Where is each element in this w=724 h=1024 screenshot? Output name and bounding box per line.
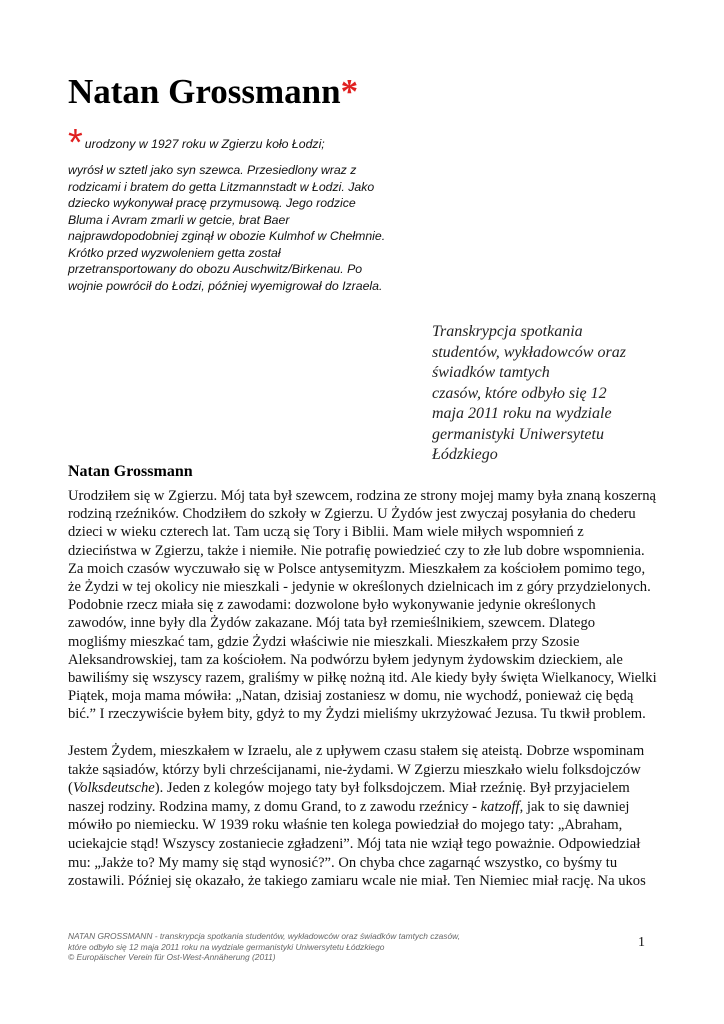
page-title (68, 70, 358, 114)
paragraph-line: że Żydzi w tej okolicy nie mieszkali - jedynie w określonych dzielnicach im z góry przydzielonych. (68, 579, 651, 596)
page-footer (68, 931, 518, 963)
intro-line: świadków tamtych (432, 364, 550, 381)
paragraph-line: rodziną rzeźników. Chodziłem do szkoły w Zgierzu. U Żydów jest zwyczaj posyłania do chederu (68, 506, 636, 523)
bio-text: wyrósł w sztetl jako syn szewca. Przesiedlony wraz z rodzicami i bratem do getta Litzmannstadt w Łodzi. Jako dziecko wykonywał pracę przymusową. Jego rodzice Bluma i Avram zmarli w getcie, brat Baer najprawdopodobniej zginął w obozie Kulmhof w Chełmnie. Krótko przed wyzwoleniem getta został przetransportowany do obozu Auschwitz/Birkenau. Po wojnie powrócił do Łodzi, później wyemigrował do Izraela. (68, 163, 386, 293)
paragraph-line: (Volksdeutsche). Jeden z kolegów mojego taty był folksdojczem. Miał rzeźnię. Był przyjacielem (68, 780, 630, 797)
intro-note (432, 322, 660, 466)
intro-line: Łódzkiego (432, 446, 498, 463)
italic-term: katzoff (480, 798, 520, 815)
paragraph-line: dzieciństwa w Zgierzu, także i niemiłe. Nie potrafię powiedzieć czy to złe lub dobre wspomnienia. (68, 542, 645, 559)
paragraph-line: mówiło po niemiecku. W 1939 roku właśnie ten kolega powiedział do mojego taty: „Abraham, (68, 817, 623, 834)
footer-copyright: © Europäischer Verein für Ost-West-Annäherung (2011) (68, 952, 276, 962)
italic-term: Volksdeutsche (72, 780, 155, 797)
paragraph-1 (68, 487, 664, 724)
paragraph-line: mu: „Jakże to? My mamy się stąd wynosić?”. On chyba chce zagarnąć wszystko, co byśmy tu (68, 854, 618, 871)
paragraph-line: naszej rodziny. Rodzina mamy, z domu Grand, to z zawodu rzeźnicy - katzoff, jak to się dawniej (68, 798, 630, 815)
paragraph-line: dzieci w wieku czterech lat. Tam uczą się Tory i Biblii. Mam wiele miłych wspomnień z (68, 524, 584, 541)
title-asterisk: * (340, 72, 359, 111)
biography-note (68, 122, 390, 294)
paragraph-2 (68, 742, 657, 891)
paragraph-line: Za moich czasów wyczuwało się w Polsce antysemityzm. Mieszkałem za kościołem pomimo tego, (68, 560, 646, 577)
bio-first-line: urodzony w 1927 roku w Zgierzu koło Łodzi; (84, 137, 325, 151)
footer-line: które odbyło się 12 maja 2011 roku na wydziale germanistyki Uniwersytetu Łódzkiego (68, 941, 385, 952)
intro-line: studentów, wykładowców oraz (432, 343, 626, 361)
paragraph-line: bawiliśmy się wszyscy razem, graliśmy w piłkę nożną itd. Ale kiedy były święta Wielkanocy, Wielki (68, 670, 657, 687)
paragraph-line: Urodziłem się w Zgierzu. Mój tata był szewcem, rodzina ze strony mojej mamy była znaną koszerną (68, 488, 657, 504)
page-number: 1 (638, 935, 645, 950)
paragraph-line: zostawili. Później się okazało, że takiego zamiaru wcale nie miał. Ten Niemiec miał rację. Na ukos (68, 873, 646, 890)
paragraph-line: Jestem Żydem, mieszkałem w Izraelu, ale z upływem czasu stałem się ateistą. Dobrze wspominam (68, 743, 645, 759)
paragraph-line: Aleksandrowskiej, tam za kościołem. Na podwórzu byłem jedynym żydowskim dzieckiem, ale (68, 651, 623, 668)
section-heading: Natan Grossmann (68, 463, 193, 480)
paragraph-line: Piątek, moja mama mówiła: „Natan, dzisiaj zostaniesz w domu, nie wychodź, ponieważ cię będą (68, 688, 634, 705)
paragraph-line: bić.” I rzeczywiście byłem bity, gdyż to my Żydzi mieliśmy ukrzyżować Jezusa. Tu tkwił problem. (68, 706, 646, 723)
footer-line: NATAN GROSSMANN - transkrypcja spotkania studentów, wykładowców oraz świadków tamtych czasów, (68, 931, 461, 941)
paragraph-line: mogliśmy mieszkać tam, gdzie Żydzi właściwie nie mieszkali. Mieszkałem przy Szosie (68, 633, 580, 650)
intro-line: czasów, które odbyło się 12 (432, 384, 607, 402)
paragraph-line: także sąsiadów, którzy byli chrześcijanami, nie-żydami. W Zgierzu mieszkało wielu folksdojczów (68, 761, 641, 778)
intro-line: Transkrypcja spotkania (432, 323, 583, 340)
paragraph-line: uciekajcie stąd! Wszyscy zostaniecie zgładzeni”. Mój tata nie wziął tego poważnie. Odpowiedział (68, 835, 641, 852)
intro-line: germanistyki Uniwersytetu (432, 425, 604, 443)
intro-line: maja 2011 roku na wydziale (432, 405, 612, 422)
bio-asterisk: * (68, 122, 83, 164)
paragraph-line: zawodów, inne były dla Żydów zakazane. Mój tata był rzemieślnikiem, szewcem. Dlatego (68, 615, 596, 632)
title-text: Natan Grossmann (68, 72, 341, 111)
paragraph-line: Podobnie rzecz miała się z zawodami: dozwolone było wykonywanie jedynie określonych (68, 597, 596, 614)
